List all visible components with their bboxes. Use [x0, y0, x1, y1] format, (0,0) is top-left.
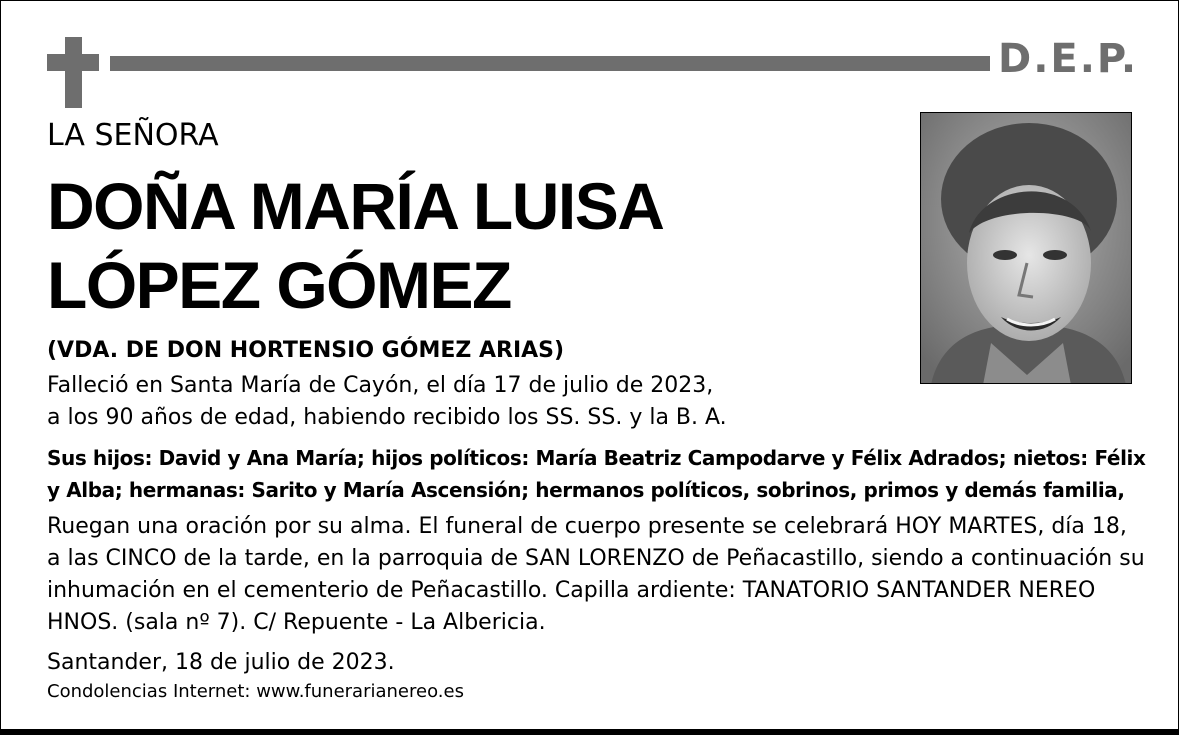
- deceased-name-line2: LÓPEZ GÓMEZ: [47, 248, 511, 322]
- dep-badge: D.E.P.: [998, 36, 1139, 82]
- death-info-line: Falleció en Santa María de Cayón, el día 17 de julio de 2023,: [47, 373, 714, 398]
- deceased-name-line1: DOÑA MARÍA LUISA: [47, 169, 664, 243]
- widow-of: (VDA. DE DON HORTENSIO GÓMEZ ARIAS): [47, 338, 565, 363]
- cross-icon: [65, 37, 82, 108]
- family-line: Sus hijos: David y Ana María; hijos políticos: María Beatriz Campodarve y Félix Adrados; nietos: Félix: [47, 446, 1146, 470]
- header-rule: [110, 56, 990, 71]
- service-line: a las CINCO de la tarde, en la parroquia de SAN LORENZO de Peñacastillo, siendo a continuación su: [47, 546, 1145, 571]
- deceased-portrait-photo: [920, 112, 1132, 384]
- place-date: Santander, 18 de julio de 2023.: [47, 650, 395, 675]
- cross-icon-bar: [47, 54, 99, 71]
- title-prefix: LA SEÑORA: [47, 118, 219, 153]
- service-line: Ruegan una oración por su alma. El funeral de cuerpo presente se celebrará HOY MARTES, día 18,: [47, 514, 1127, 539]
- death-info-line: a los 90 años de edad, habiendo recibido los SS. SS. y la B. A.: [47, 405, 727, 430]
- portrait-illustration: [921, 113, 1132, 384]
- service-line: inhumación en el cementerio de Peñacastillo. Capilla ardiente: TANATORIO SANTANDER NEREO: [47, 578, 1096, 603]
- service-line: HNOS. (sala nº 7). C/ Repuente - La Albericia.: [47, 610, 546, 635]
- family-line: y Alba; hermanas: Sarito y María Ascensión; hermanos políticos, sobrinos, primos y demás familia,: [47, 478, 1125, 502]
- condolences-line: Condolencias Internet: www.funerarianereo.es: [47, 681, 464, 702]
